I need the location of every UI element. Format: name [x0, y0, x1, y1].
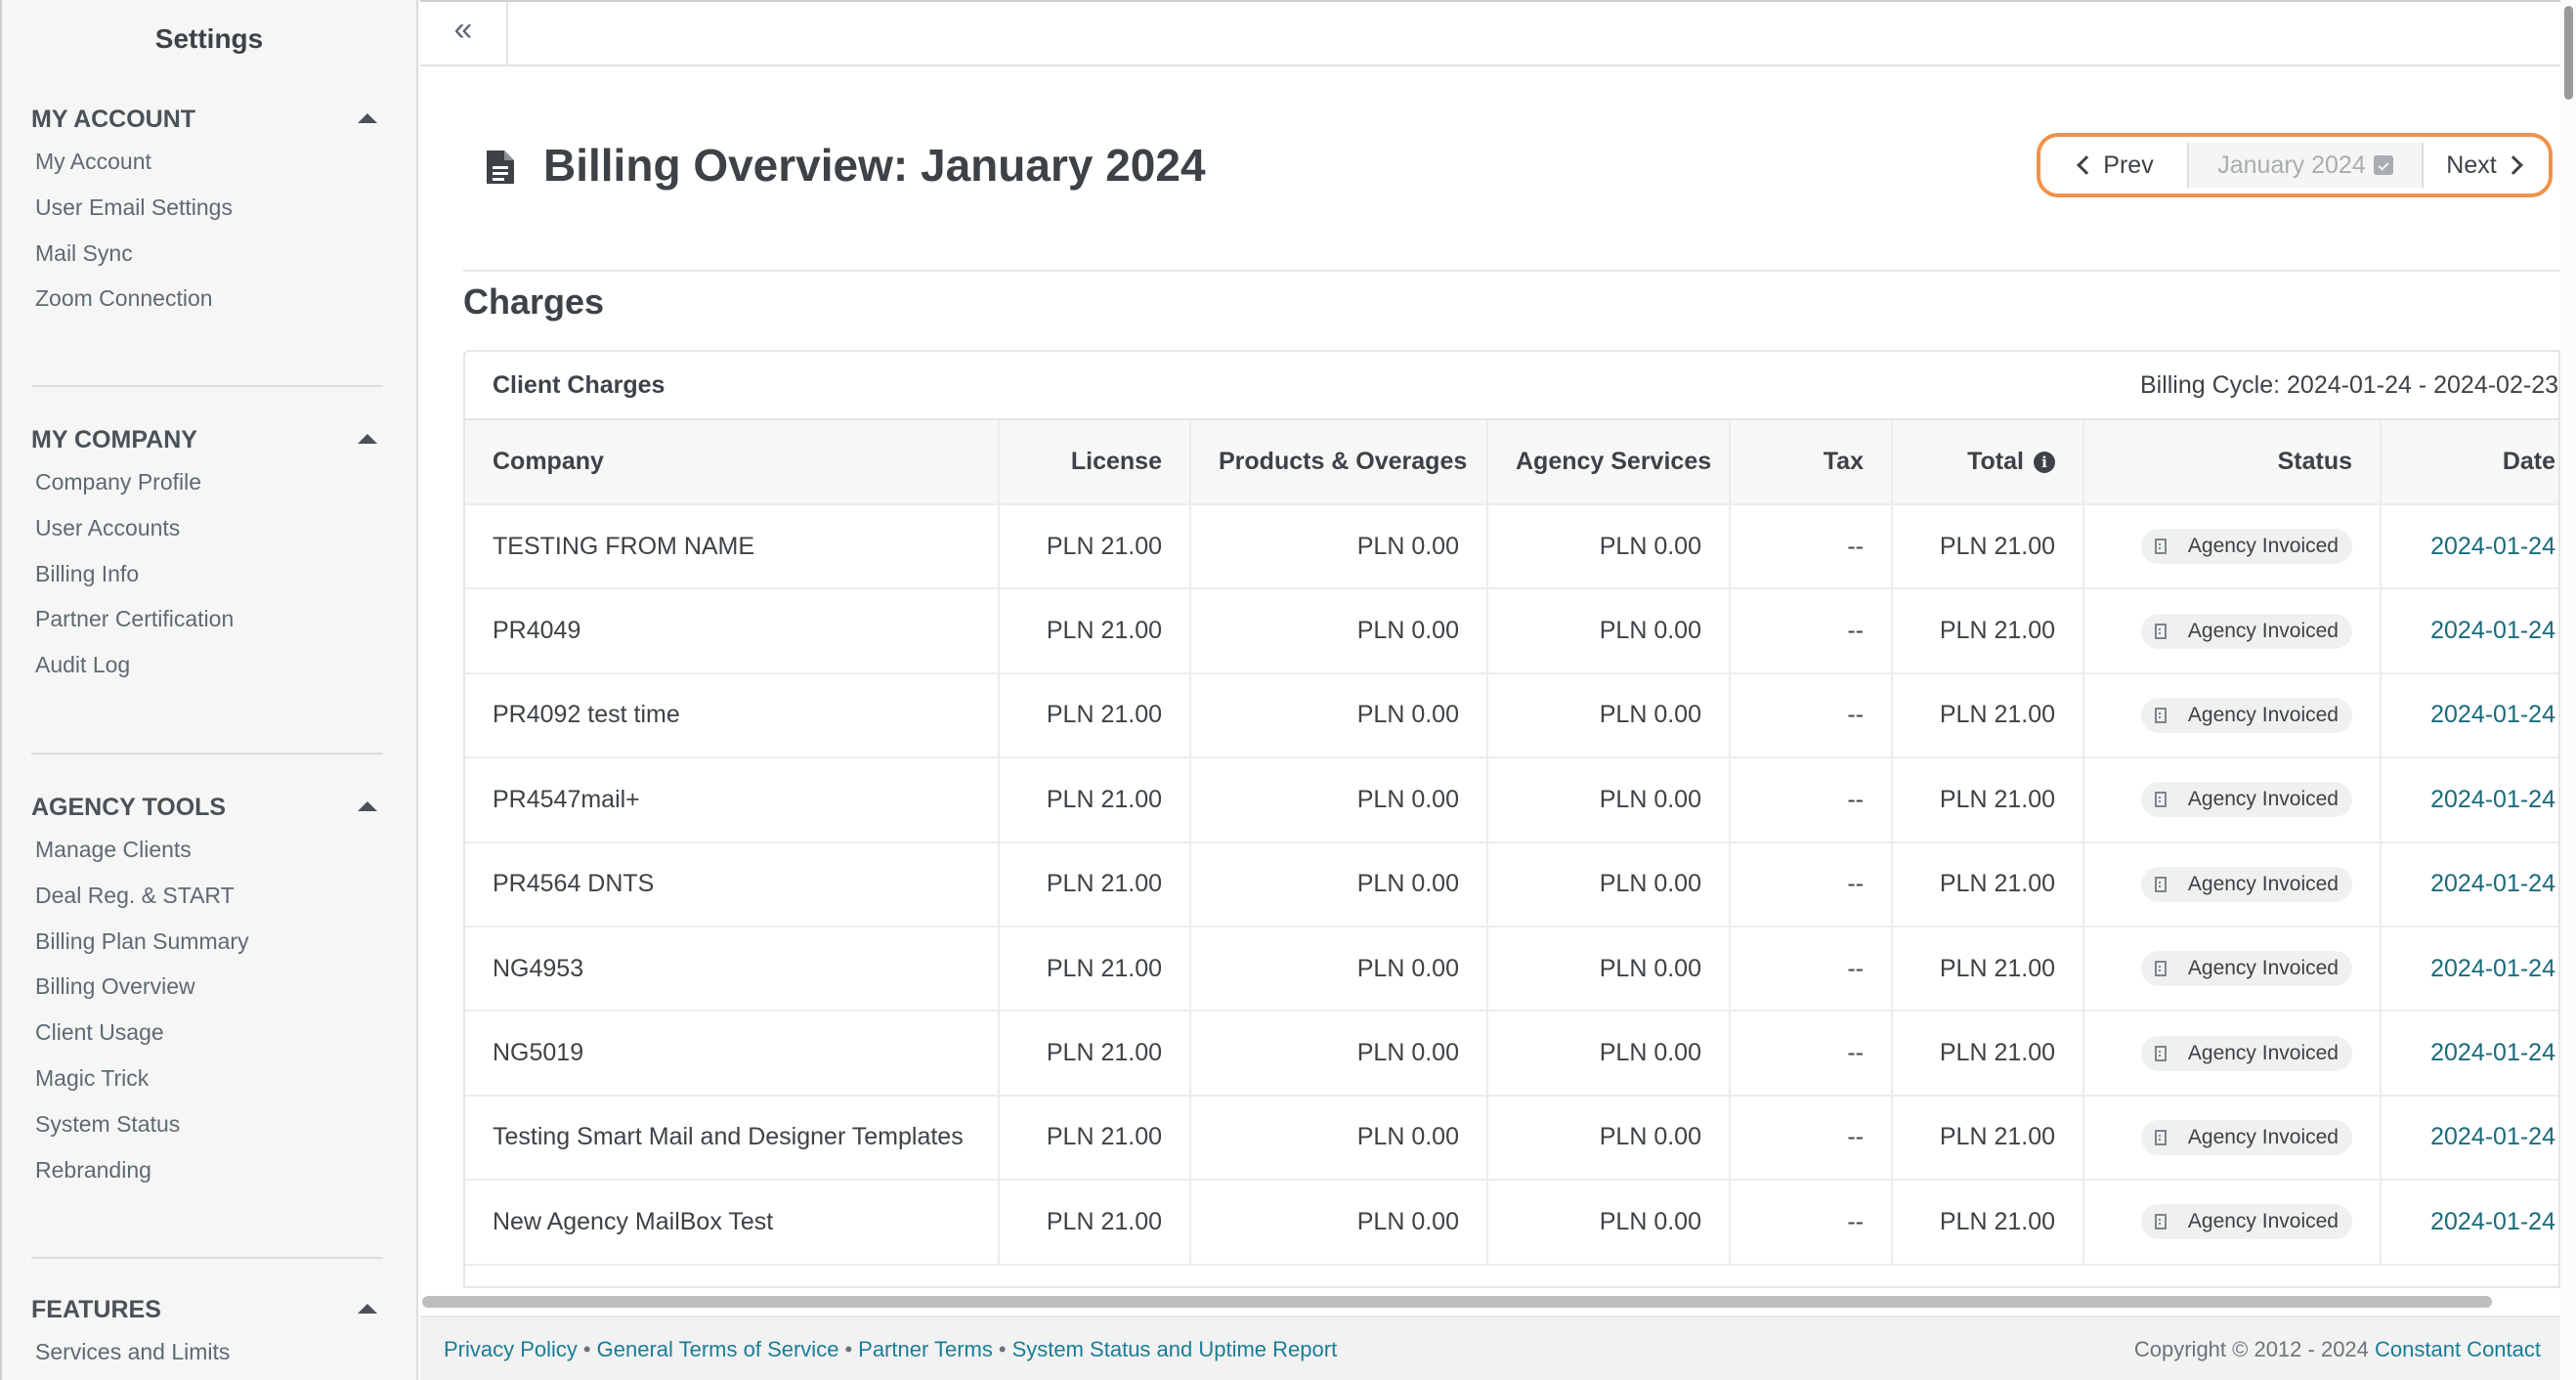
status-label: Agency Invoiced: [2187, 1125, 2339, 1148]
cell-company: New Agency MailBox Test: [465, 1180, 999, 1264]
month-navigator: [2037, 133, 2553, 197]
sidebar-section-header[interactable]: [2, 788, 418, 827]
building-icon: [2155, 961, 2167, 976]
cell-tax: --: [1730, 1011, 1892, 1095]
cell-status: [2083, 1011, 2381, 1095]
building-icon: [2155, 708, 2167, 723]
cell-status: [2083, 673, 2381, 757]
sidebar-item-user-email-settings[interactable]: User Email Settings: [35, 194, 233, 220]
cell-company: NG5019: [465, 1011, 999, 1095]
cell-date: [2381, 927, 2560, 1011]
table-row[interactable]: [465, 757, 2560, 841]
sidebar-section-header[interactable]: [2, 100, 418, 139]
client-charges-card: [463, 350, 2560, 1288]
cell-date: [2381, 1096, 2560, 1180]
cell-license: PLN 21.00: [999, 1011, 1190, 1095]
cell-products-overages: PLN 0.00: [1190, 673, 1487, 757]
sidebar-item-services-and-limits[interactable]: Services and Limits: [35, 1339, 231, 1364]
sidebar-section-header[interactable]: [2, 1290, 418, 1329]
cell-status: [2083, 588, 2381, 672]
cell-tax: --: [1730, 673, 1892, 757]
caret-up-icon[interactable]: [358, 801, 377, 811]
section-header-label: FEATURES: [31, 1296, 161, 1323]
caret-up-icon[interactable]: [358, 113, 377, 123]
cell-license: PLN 21.00: [999, 757, 1190, 841]
sidebar-item-system-status[interactable]: System Status: [35, 1110, 181, 1137]
building-icon: [2155, 877, 2167, 892]
cell-license: PLN 21.00: [999, 927, 1190, 1011]
status-label: Agency Invoiced: [2187, 1210, 2339, 1233]
footer-separator: •: [998, 1337, 1007, 1361]
cell-date: [2381, 673, 2560, 757]
column-header-status[interactable]: Status: [2083, 420, 2381, 504]
status-badge: [2141, 1036, 2352, 1071]
table-row[interactable]: [465, 842, 2560, 927]
cell-company: PR4564 DNTS: [465, 842, 999, 927]
caret-up-icon[interactable]: [358, 434, 377, 444]
cell-agency-services: PLN 0.00: [1487, 757, 1730, 841]
building-icon: [2155, 624, 2167, 639]
footer-separator: •: [582, 1337, 591, 1361]
cell-agency-services: PLN 0.00: [1487, 504, 1730, 588]
date-link[interactable]: 2024-01-24: [2430, 785, 2555, 813]
cell-products-overages: PLN 0.00: [1190, 842, 1487, 927]
date-link[interactable]: 2024-01-24: [2430, 1207, 2555, 1235]
sidebar-item-billing-info[interactable]: Billing Info: [35, 560, 140, 586]
month-value: January 2024: [2217, 151, 2366, 179]
card-title: Client Charges: [493, 371, 665, 399]
vertical-scrollbar-thumb[interactable]: [2564, 6, 2573, 100]
horizontal-scrollbar-thumb[interactable]: [422, 1296, 2492, 1308]
cell-date: [2381, 842, 2560, 927]
building-icon: [2155, 792, 2167, 807]
cell-license: PLN 21.00: [999, 1096, 1190, 1180]
cell-company: NG4953: [465, 927, 999, 1011]
table-row[interactable]: [465, 588, 2560, 672]
sidebar-item-billing-plan-summary[interactable]: Billing Plan Summary: [35, 927, 249, 954]
card-header: [465, 352, 2558, 420]
collapse-sidebar-icon[interactable]: «: [420, 2, 508, 66]
cell-company: Testing Smart Mail and Designer Templates: [465, 1096, 999, 1180]
date-link[interactable]: 2024-01-24: [2430, 954, 2555, 982]
section-header-label: MY ACCOUNT: [31, 106, 196, 133]
cell-agency-services: PLN 0.00: [1487, 1011, 1730, 1095]
sidebar-title: Settings: [154, 23, 264, 54]
column-header-tax[interactable]: Tax: [1730, 420, 1892, 504]
total-header-label: Total: [1967, 448, 2024, 475]
info-icon[interactable]: i: [2034, 452, 2055, 473]
cell-agency-services: PLN 0.00: [1487, 1180, 1730, 1264]
date-link[interactable]: 2024-01-24: [2430, 617, 2555, 645]
status-label: Agency Invoiced: [2187, 619, 2339, 642]
document-icon: [485, 149, 516, 186]
sidebar-section-header[interactable]: [2, 420, 418, 459]
table-row[interactable]: [465, 927, 2560, 1011]
month-picker[interactable]: [2189, 143, 2424, 188]
cell-agency-services: PLN 0.00: [1487, 842, 1730, 927]
footer: [420, 1315, 2560, 1380]
partner-terms-link[interactable]: Partner Terms: [858, 1337, 993, 1361]
charges-table: [465, 420, 2560, 1266]
cell-products-overages: PLN 0.00: [1190, 1011, 1487, 1095]
sidebar-section-my-account: [2, 100, 418, 322]
cell-tax: --: [1730, 1180, 1892, 1264]
header-divider: [463, 270, 2560, 272]
copyright: [2134, 1337, 2541, 1362]
status-label: Agency Invoiced: [2187, 703, 2339, 726]
sidebar-item-audit-log[interactable]: Audit Log: [35, 652, 131, 678]
sidebar-section-agency-tools: [2, 788, 418, 1192]
cell-tax: --: [1730, 757, 1892, 841]
cell-license: PLN 21.00: [999, 588, 1190, 672]
sidebar-divider: [31, 385, 383, 387]
cell-license: PLN 21.00: [999, 1180, 1190, 1264]
status-badge: [2141, 614, 2352, 649]
status-label: Agency Invoiced: [2187, 535, 2339, 558]
sidebar-section-features: [2, 1290, 418, 1375]
general-terms-link[interactable]: General Terms of Service: [596, 1337, 839, 1361]
top-bar: [420, 0, 2576, 66]
chevron-right-icon: [2504, 155, 2523, 175]
building-icon: [2155, 1130, 2167, 1145]
cell-status: [2083, 1180, 2381, 1264]
column-header-license[interactable]: License: [999, 420, 1190, 504]
column-header-products-overages[interactable]: Products & Overages: [1190, 420, 1487, 504]
sidebar-item-magic-trick[interactable]: Magic Trick: [35, 1064, 150, 1091]
calendar-check-icon: [2374, 155, 2393, 175]
cell-agency-services: PLN 0.00: [1487, 927, 1730, 1011]
status-badge: [2141, 1204, 2352, 1239]
sidebar-item-user-accounts[interactable]: User Accounts: [35, 514, 181, 540]
status-badge: [2141, 698, 2352, 733]
sidebar-item-billing-overview[interactable]: Billing Overview: [35, 973, 195, 1000]
cell-total: PLN 21.00: [1892, 1180, 2083, 1264]
sidebar-section-my-company: [2, 420, 418, 688]
caret-up-icon[interactable]: [358, 1304, 377, 1314]
cell-status: [2083, 842, 2381, 927]
cell-tax: --: [1730, 504, 1892, 588]
cell-company: PR4092 test time: [465, 673, 999, 757]
cell-total: PLN 21.00: [1892, 927, 2083, 1011]
system-status-link[interactable]: System Status and Uptime Report: [1011, 1337, 1338, 1361]
cell-products-overages: PLN 0.00: [1190, 927, 1487, 1011]
sidebar-divider: [31, 1257, 383, 1259]
status-label: Agency Invoiced: [2187, 872, 2339, 895]
date-link[interactable]: 2024-01-24: [2430, 701, 2555, 729]
cell-products-overages: PLN 0.00: [1190, 1180, 1487, 1264]
cell-products-overages: PLN 0.00: [1190, 588, 1487, 672]
status-label: Agency Invoiced: [2187, 1041, 2339, 1064]
footer-links: [444, 1337, 1337, 1362]
cell-agency-services: PLN 0.00: [1487, 1096, 1730, 1180]
privacy-policy-link[interactable]: Privacy Policy: [444, 1337, 578, 1361]
footer-separator: •: [844, 1337, 853, 1361]
cell-date: [2381, 504, 2560, 588]
status-badge: [2141, 1120, 2352, 1155]
vertical-scrollbar[interactable]: [2560, 0, 2576, 1380]
constant-contact-link[interactable]: Constant Contact: [2375, 1337, 2541, 1361]
next-month-button[interactable]: [2424, 143, 2543, 188]
cell-tax: --: [1730, 927, 1892, 1011]
cell-total: PLN 21.00: [1892, 842, 2083, 927]
sidebar-item-manage-clients[interactable]: Manage Clients: [35, 837, 192, 862]
prev-label: Prev: [2103, 151, 2154, 179]
cell-total: PLN 21.00: [1892, 504, 2083, 588]
section-header-label: AGENCY TOOLS: [31, 794, 227, 821]
next-label: Next: [2446, 151, 2497, 179]
column-header-date[interactable]: Date: [2381, 420, 2560, 504]
date-link[interactable]: 2024-01-24: [2430, 870, 2555, 898]
building-icon: [2155, 539, 2167, 554]
cell-status: [2083, 927, 2381, 1011]
copyright-text: Copyright © 2012 - 2024: [2133, 1337, 2376, 1361]
sidebar-item-deal-reg[interactable]: Deal Reg. & START: [35, 882, 235, 908]
sidebar-item-mail-sync[interactable]: Mail Sync: [35, 239, 133, 266]
section-header-label: MY COMPANY: [31, 426, 197, 453]
cell-total: PLN 21.00: [1892, 1011, 2083, 1095]
table-row[interactable]: [465, 1180, 2560, 1264]
sidebar-item-rebranding[interactable]: Rebranding: [35, 1156, 151, 1183]
cell-company: TESTING FROM NAME: [465, 504, 999, 588]
cell-tax: --: [1730, 588, 1892, 672]
column-header-total[interactable]: [1892, 420, 2083, 504]
cell-total: PLN 21.00: [1892, 1096, 2083, 1180]
cell-date: [2381, 757, 2560, 841]
table-row[interactable]: [465, 1011, 2560, 1095]
charges-section-title: Charges: [463, 281, 605, 322]
charges-table-body: [465, 504, 2560, 1265]
sidebar-item-client-usage[interactable]: Client Usage: [35, 1019, 164, 1046]
sidebar-item-company-profile[interactable]: Company Profile: [35, 469, 202, 495]
cell-license: PLN 21.00: [999, 842, 1190, 927]
table-row[interactable]: [465, 1096, 2560, 1180]
cell-date: [2381, 588, 2560, 672]
horizontal-scrollbar[interactable]: [420, 1288, 2560, 1314]
cell-tax: --: [1730, 842, 1892, 927]
page-title: Billing Overview: January 2024: [543, 140, 1206, 191]
cell-tax: --: [1730, 1096, 1892, 1180]
cell-products-overages: PLN 0.00: [1190, 504, 1487, 588]
cell-status: [2083, 757, 2381, 841]
sidebar-item-zoom-connection[interactable]: Zoom Connection: [35, 285, 213, 312]
building-icon: [2155, 1214, 2167, 1229]
billing-cycle: Billing Cycle: 2024-01-24 - 2024-02-23: [2139, 371, 2558, 399]
date-link[interactable]: 2024-01-24: [2430, 1039, 2555, 1067]
cell-status: [2083, 504, 2381, 588]
column-header-agency-services[interactable]: Agency Services: [1487, 420, 1730, 504]
cell-company: PR4049: [465, 588, 999, 672]
status-badge: [2141, 529, 2352, 564]
status-badge: [2141, 782, 2352, 817]
date-link[interactable]: 2024-01-24: [2430, 1123, 2555, 1151]
status-badge: [2141, 951, 2352, 986]
cell-date: [2381, 1011, 2560, 1095]
cell-total: PLN 21.00: [1892, 588, 2083, 672]
cell-agency-services: PLN 0.00: [1487, 673, 1730, 757]
cell-products-overages: PLN 0.00: [1190, 757, 1487, 841]
settings-sidebar: [0, 0, 418, 1380]
table-header-row: [465, 420, 2560, 504]
column-header-company[interactable]: Company: [465, 420, 999, 504]
prev-month-button[interactable]: [2046, 143, 2189, 188]
status-label: Agency Invoiced: [2187, 788, 2339, 811]
cell-license: PLN 21.00: [999, 504, 1190, 588]
cell-date: [2381, 1180, 2560, 1264]
sidebar-item-my-account[interactable]: My Account: [35, 149, 151, 174]
sidebar-divider: [31, 753, 383, 755]
table-row[interactable]: [465, 504, 2560, 588]
table-row[interactable]: [465, 673, 2560, 757]
building-icon: [2155, 1046, 2167, 1061]
cell-total: PLN 21.00: [1892, 673, 2083, 757]
sidebar-item-partner-certification[interactable]: Partner Certification: [35, 606, 235, 632]
cell-agency-services: PLN 0.00: [1487, 588, 1730, 672]
chevron-left-icon: [2077, 155, 2096, 175]
status-badge: [2141, 867, 2352, 902]
cell-license: PLN 21.00: [999, 673, 1190, 757]
date-link[interactable]: 2024-01-24: [2430, 532, 2555, 560]
cell-status: [2083, 1096, 2381, 1180]
status-label: Agency Invoiced: [2187, 957, 2339, 980]
cell-company: PR4547mail+: [465, 757, 999, 841]
cell-total: PLN 21.00: [1892, 757, 2083, 841]
cell-products-overages: PLN 0.00: [1190, 1096, 1487, 1180]
